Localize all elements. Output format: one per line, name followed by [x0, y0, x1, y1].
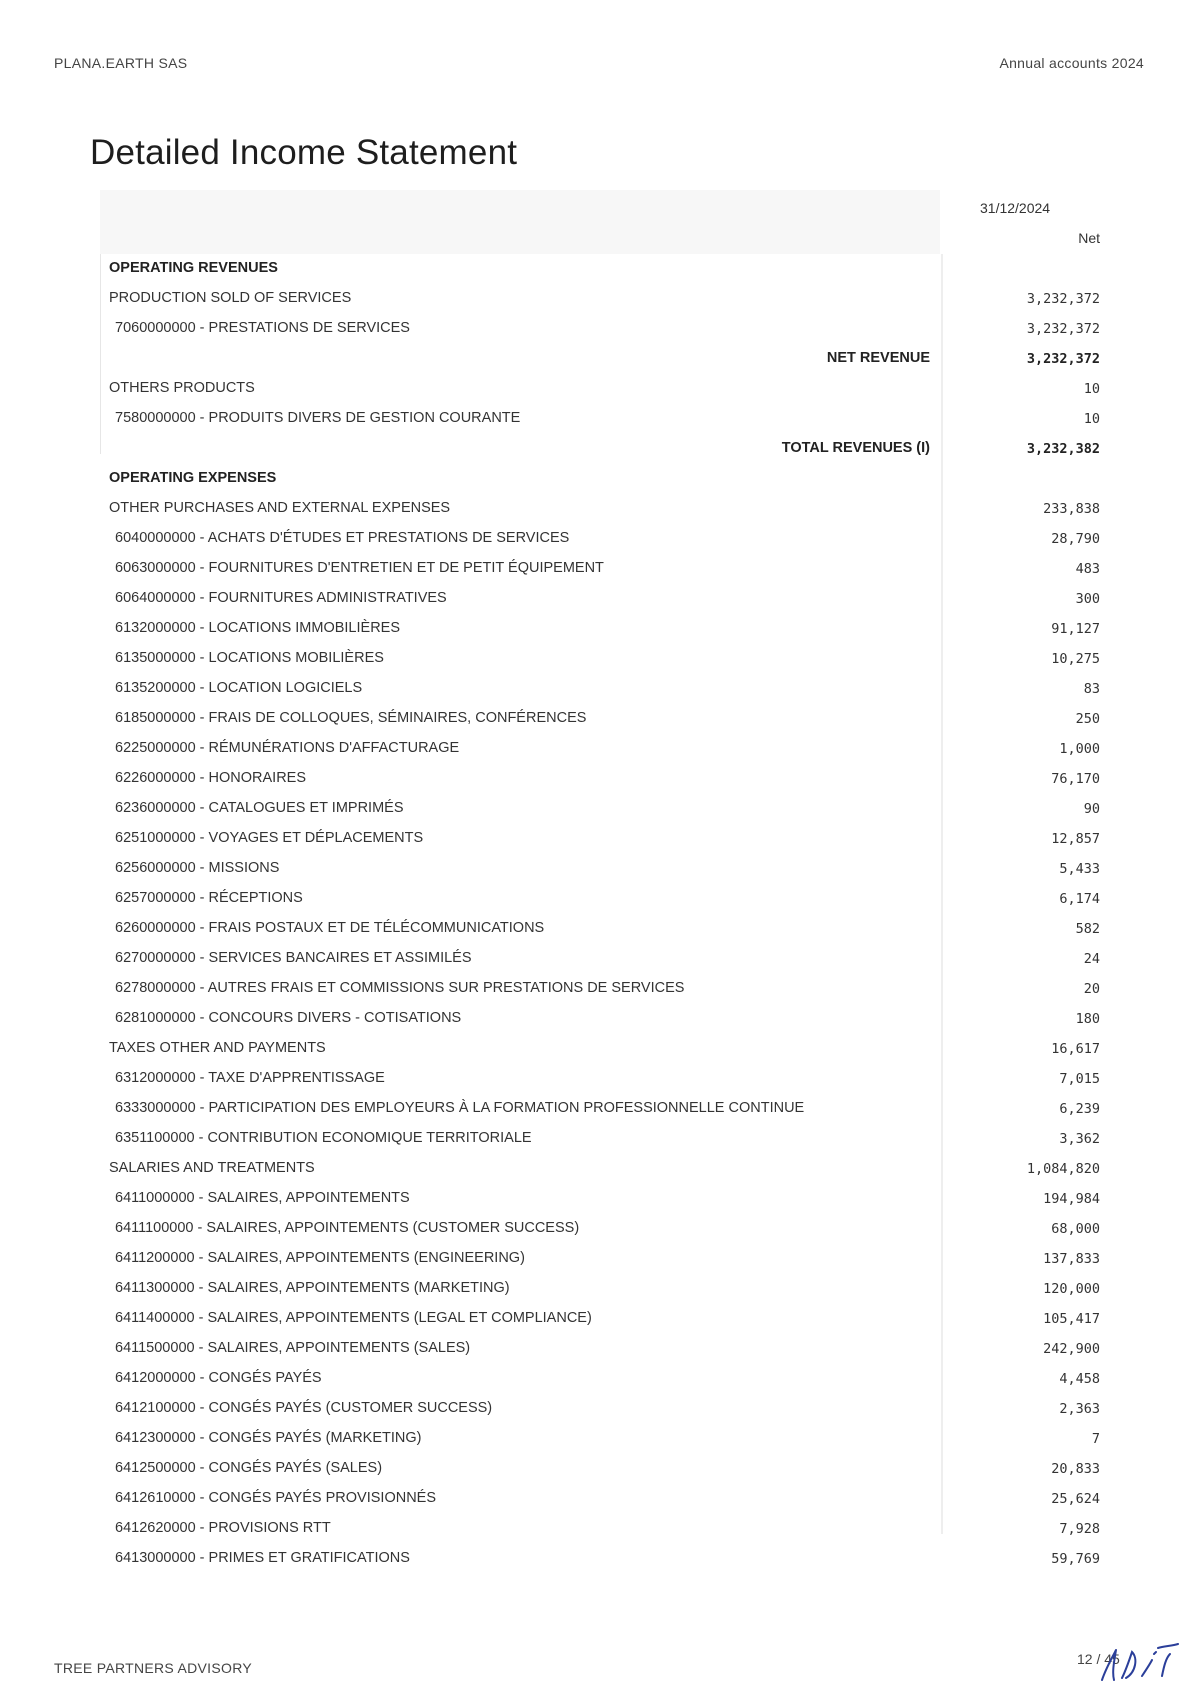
- row-label: 6412500000 - CONGÉS PAYÉS (SALES): [115, 1460, 383, 1476]
- row-label: 6281000000 - CONCOURS DIVERS - COTISATIONS: [115, 1010, 462, 1026]
- row-value: 24: [1083, 951, 1100, 967]
- row-label: 6413000000 - PRIMES ET GRATIFICATIONS: [115, 1550, 410, 1566]
- row-label: 6411100000 - SALAIRES, APPOINTEMENTS (CUSTOMER SUCCESS): [115, 1220, 580, 1236]
- account-row: [100, 404, 1100, 434]
- document-title: Annual accounts 2024: [999, 55, 1144, 71]
- group-row: [100, 284, 1100, 314]
- row-value: 28,790: [1051, 531, 1100, 547]
- row-label: NET REVENUE: [826, 350, 930, 366]
- row-value: 233,838: [1043, 501, 1100, 517]
- row-value: 7,928: [1059, 1521, 1100, 1537]
- row-value: 25,624: [1051, 1491, 1100, 1507]
- account-row: [100, 974, 1100, 1004]
- section-row: [100, 254, 1100, 284]
- section-row: [100, 464, 1100, 494]
- row-label: 6411300000 - SALAIRES, APPOINTEMENTS (MARKETING): [115, 1280, 510, 1296]
- row-value: 5,433: [1059, 861, 1100, 877]
- footer-firm: TREE PARTNERS ADVISORY: [54, 1660, 252, 1676]
- account-row: [100, 1304, 1100, 1334]
- row-value: 180: [1075, 1011, 1100, 1027]
- row-label: TOTAL REVENUES (I): [781, 440, 930, 456]
- row-label: 6260000000 - FRAIS POSTAUX ET DE TÉLÉCOMMUNICATIONS: [115, 920, 545, 936]
- column-net: Net: [1078, 230, 1100, 246]
- row-label: 6040000000 - ACHATS D'ÉTUDES ET PRESTATIONS DE SERVICES: [115, 530, 570, 546]
- account-row: [100, 884, 1100, 914]
- row-value: 10: [1083, 381, 1100, 397]
- account-row: [100, 1544, 1100, 1574]
- account-row: [100, 764, 1100, 794]
- row-value: 4,458: [1059, 1371, 1100, 1387]
- account-row: [100, 1484, 1100, 1514]
- row-label: OPERATING REVENUES: [109, 260, 278, 276]
- account-row: [100, 944, 1100, 974]
- account-row: [100, 674, 1100, 704]
- group-row: [100, 494, 1100, 524]
- row-value: 242,900: [1043, 1341, 1100, 1357]
- account-row: [100, 1454, 1100, 1484]
- row-value: 6,239: [1059, 1101, 1100, 1117]
- row-label: 6278000000 - AUTRES FRAIS ET COMMISSIONS SUR PRESTATIONS DE SERVICES: [115, 980, 685, 996]
- account-row: [100, 1514, 1100, 1544]
- group-row: [100, 1154, 1100, 1184]
- row-label: 6257000000 - RÉCEPTIONS: [115, 890, 303, 906]
- row-value: 3,232,382: [1026, 441, 1100, 457]
- row-label: 6251000000 - VOYAGES ET DÉPLACEMENTS: [115, 830, 424, 846]
- row-label: OTHERS PRODUCTS: [109, 380, 255, 396]
- account-row: [100, 644, 1100, 674]
- account-row: [100, 914, 1100, 944]
- company-name: PLANA.EARTH SAS: [54, 55, 188, 71]
- row-label: 6411400000 - SALAIRES, APPOINTEMENTS (LEGAL ET COMPLIANCE): [115, 1310, 592, 1326]
- row-value: 7: [1091, 1431, 1100, 1447]
- account-row: [100, 584, 1100, 614]
- row-label: 6270000000 - SERVICES BANCAIRES ET ASSIMILÉS: [115, 950, 472, 966]
- row-value: 12,857: [1051, 831, 1100, 847]
- account-row: [100, 1394, 1100, 1424]
- column-date: 31/12/2024: [980, 200, 1051, 216]
- row-label: 6412300000 - CONGÉS PAYÉS (MARKETING): [115, 1430, 422, 1446]
- income-statement-table: [100, 190, 1100, 1574]
- account-row: [100, 704, 1100, 734]
- row-label: 6226000000 - HONORAIRES: [115, 770, 307, 786]
- row-label: 6333000000 - PARTICIPATION DES EMPLOYEURS À LA FORMATION PROFESSIONNELLE CONTINUE: [115, 1100, 805, 1116]
- header-band: [100, 190, 940, 254]
- account-row: [100, 824, 1100, 854]
- row-label: 6312000000 - TAXE D'APPRENTISSAGE: [115, 1070, 385, 1086]
- row-value: 3,232,372: [1026, 321, 1100, 337]
- account-row: [100, 554, 1100, 584]
- group-row: [100, 374, 1100, 404]
- row-label: SALARIES AND TREATMENTS: [109, 1160, 315, 1176]
- row-label: 6064000000 - FOURNITURES ADMINISTRATIVES: [115, 590, 447, 606]
- row-value: 483: [1075, 561, 1100, 577]
- account-row: [100, 1424, 1100, 1454]
- row-value: 2,363: [1059, 1401, 1100, 1417]
- row-label: 6135200000 - LOCATION LOGICIELS: [115, 680, 363, 696]
- row-label: 6185000000 - FRAIS DE COLLOQUES, SÉMINAIRES, CONFÉRENCES: [115, 710, 587, 726]
- row-label: 6412610000 - CONGÉS PAYÉS PROVISIONNÉS: [115, 1490, 437, 1506]
- row-value: 582: [1075, 921, 1100, 937]
- row-label: 6412620000 - PROVISIONS RTT: [115, 1520, 331, 1536]
- account-row: [100, 614, 1100, 644]
- account-row: [100, 1124, 1100, 1154]
- row-value: 76,170: [1051, 771, 1100, 787]
- row-label: 6135000000 - LOCATIONS MOBILIÈRES: [115, 650, 384, 666]
- row-value: 59,769: [1051, 1551, 1100, 1567]
- account-row: [100, 524, 1100, 554]
- account-row: [100, 1184, 1100, 1214]
- row-value: 3,362: [1059, 1131, 1100, 1147]
- row-value: 90: [1083, 801, 1100, 817]
- row-label: 6236000000 - CATALOGUES ET IMPRIMÉS: [115, 800, 404, 816]
- row-value: 91,127: [1051, 621, 1100, 637]
- table-body: [100, 254, 1100, 1574]
- row-label: 6132000000 - LOCATIONS IMMOBILIÈRES: [115, 620, 401, 636]
- row-value: 3,232,372: [1026, 351, 1100, 367]
- row-value: 20: [1083, 981, 1100, 997]
- signature-initials: [1092, 1640, 1188, 1683]
- row-value: 7,015: [1059, 1071, 1100, 1087]
- account-row: [100, 734, 1100, 764]
- row-value: 6,174: [1059, 891, 1100, 907]
- account-row: [100, 1334, 1100, 1364]
- row-value: 1,084,820: [1026, 1161, 1100, 1177]
- account-row: [100, 1214, 1100, 1244]
- account-row: [100, 854, 1100, 884]
- row-label: 7580000000 - PRODUITS DIVERS DE GESTION COURANTE: [115, 410, 521, 426]
- account-row: [100, 1064, 1100, 1094]
- row-label: OPERATING EXPENSES: [109, 470, 277, 486]
- account-row: [100, 1004, 1100, 1034]
- row-value: 194,984: [1043, 1191, 1100, 1207]
- row-value: 16,617: [1051, 1041, 1100, 1057]
- row-label: 6411200000 - SALAIRES, APPOINTEMENTS (ENGINEERING): [115, 1250, 525, 1266]
- row-value: 137,833: [1043, 1251, 1100, 1267]
- row-value: 83: [1083, 681, 1100, 697]
- row-value: 20,833: [1051, 1461, 1100, 1477]
- row-label: 6063000000 - FOURNITURES D'ENTRETIEN ET DE PETIT ÉQUIPEMENT: [115, 560, 604, 576]
- row-label: 6412100000 - CONGÉS PAYÉS (CUSTOMER SUCCESS): [115, 1400, 493, 1416]
- row-label: OTHER PURCHASES AND EXTERNAL EXPENSES: [109, 500, 451, 516]
- row-label: 6351100000 - CONTRIBUTION ECONOMIQUE TERRITORIALE: [115, 1130, 532, 1146]
- row-value: 120,000: [1043, 1281, 1100, 1297]
- page-title: Detailed Income Statement: [90, 133, 518, 173]
- total-row: [100, 344, 1100, 374]
- row-label: 6412000000 - CONGÉS PAYÉS: [115, 1370, 322, 1386]
- group-row: [100, 1034, 1100, 1064]
- row-value: 10: [1083, 411, 1100, 427]
- row-value: 10,275: [1051, 651, 1100, 667]
- account-row: [100, 1094, 1100, 1124]
- row-value: 3,232,372: [1026, 291, 1100, 307]
- page-number: 12 / 45: [1077, 1651, 1120, 1667]
- row-label: 6411000000 - SALAIRES, APPOINTEMENTS: [115, 1190, 410, 1206]
- table-header: [100, 190, 1100, 254]
- row-label: 6256000000 - MISSIONS: [115, 860, 280, 876]
- row-label: 6225000000 - RÉMUNÉRATIONS D'AFFACTURAGE: [115, 740, 460, 756]
- row-label: PRODUCTION SOLD OF SERVICES: [109, 290, 352, 306]
- row-label: 6411500000 - SALAIRES, APPOINTEMENTS (SALES): [115, 1340, 471, 1356]
- account-row: [100, 794, 1100, 824]
- row-label: TAXES OTHER AND PAYMENTS: [109, 1040, 326, 1056]
- row-label: 7060000000 - PRESTATIONS DE SERVICES: [115, 320, 410, 336]
- row-value: 250: [1075, 711, 1100, 727]
- account-row: [100, 1364, 1100, 1394]
- row-value: 1,000: [1059, 741, 1100, 757]
- account-row: [100, 1244, 1100, 1274]
- total-row: [100, 434, 1100, 464]
- account-row: [100, 1274, 1100, 1304]
- account-row: [100, 314, 1100, 344]
- row-value: 68,000: [1051, 1221, 1100, 1237]
- row-value: 105,417: [1043, 1311, 1100, 1327]
- row-value: 300: [1075, 591, 1100, 607]
